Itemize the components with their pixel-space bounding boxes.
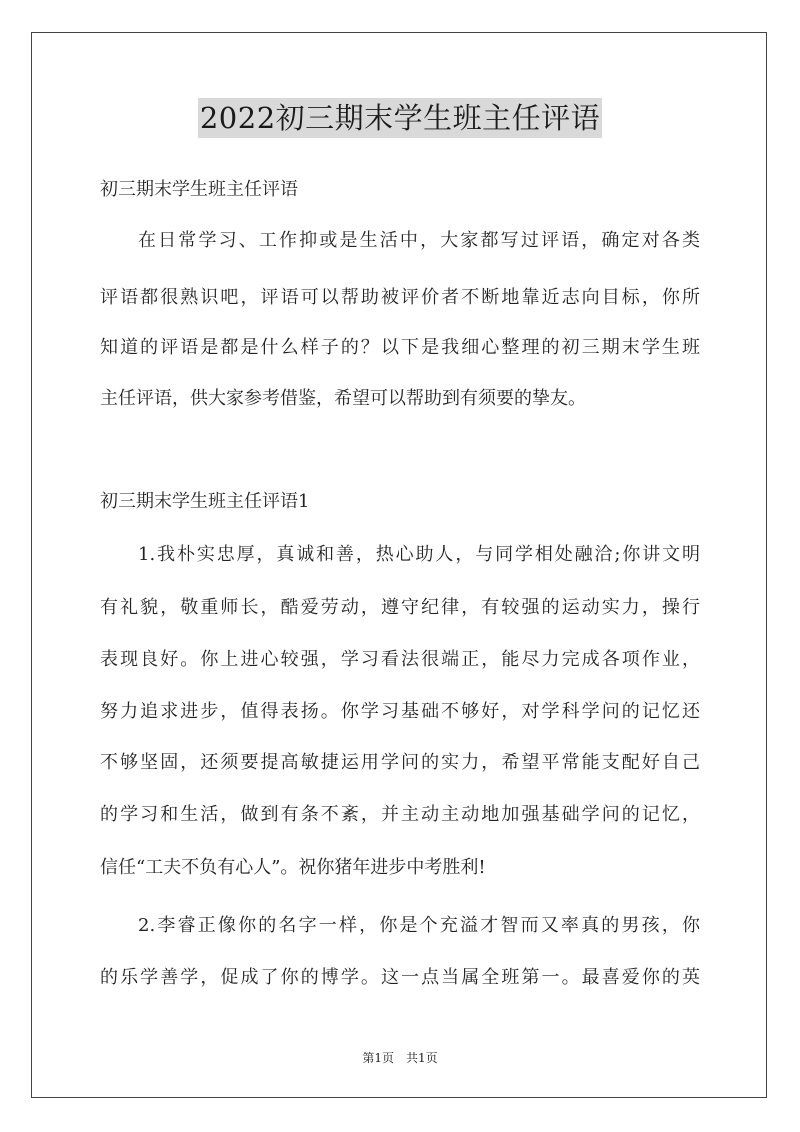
item1-line: 努力追求进步，值得表扬。你学习基础不够好，对学科学问的记忆还 (100, 701, 700, 722)
item1-line: 表现良好。你上进心较强，学习看法很端正，能尽力完成各项作业， (100, 649, 700, 670)
subtitle: 初三期末学生班主任评语 (100, 179, 298, 200)
item1-line: 信任“工夫不负有心人”。祝你猪年进步中考胜利! (100, 857, 486, 878)
item1-line: 不够坚固，还须要提高敏捷运用学问的实力，希望平常能支配好自己 (100, 752, 700, 773)
item1-line: 有礼貌，敬重师长，酷爱劳动，遵守纪律，有较强的运动实力，操行 (100, 597, 700, 618)
item2-line: 2.李睿正像你的名字一样，你是个充溢才智而又率真的男孩，你 (138, 915, 700, 936)
item2-line: 的乐学善学，促成了你的博学。这一点当属全班第一。最喜爱你的英 (100, 967, 700, 988)
item1-line: 的学习和生活，做到有条不紊，并主动主动地加强基础学问的记忆， (100, 804, 700, 825)
intro-line: 知道的评语是都是什么样子的？以下是我细心整理的初三期末学生班 (100, 337, 700, 358)
title-wrap (0, 98, 800, 138)
intro-line: 评语都很熟识吧，评语可以帮助被评价者不断地靠近志向目标，你所 (100, 287, 700, 308)
intro-line: 在日常学习、工作抑或是生活中，大家都写过评语，确定对各类 (138, 230, 700, 251)
intro-line: 主任评语，供大家参考借鉴，希望可以帮助到有须要的挚友。 (100, 388, 586, 409)
page-footer: 第1页 共1页 (362, 1051, 438, 1065)
item1-line: 1.我朴实忠厚，真诚和善，热心助人，与同学相处融洽;你讲文明 (138, 544, 700, 565)
document-title: 2022初三期末学生班主任评语 (198, 98, 602, 138)
section-heading: 初三期末学生班主任评语1 (100, 491, 310, 512)
